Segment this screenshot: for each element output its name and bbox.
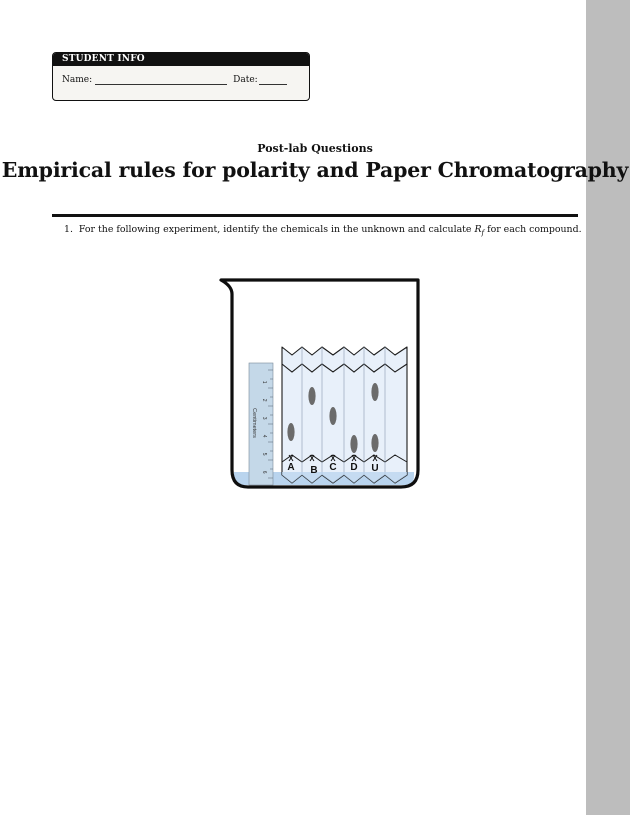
lane-label-d: D — [350, 462, 358, 473]
ruler-tick-label: 1 — [261, 380, 267, 384]
spot-b — [308, 387, 315, 405]
ruler-tick-label: 4 — [261, 434, 267, 438]
rf-symbol: R — [474, 224, 482, 235]
student-info-header: STUDENT INFO — [53, 53, 309, 66]
paper-body — [282, 347, 407, 483]
spot-d — [350, 435, 357, 453]
subtitle: Post-lab Questions — [257, 142, 373, 155]
ruler-tick-label: 3 — [261, 416, 267, 420]
spot-u-upper — [371, 383, 378, 401]
question-text-before: For the following experiment, identify the chemicals in the unknown and calculate — [78, 224, 472, 235]
rf-subscript: f — [481, 228, 485, 237]
ruler-tick-label: 2 — [261, 398, 267, 402]
ruler-tick-label: 6 — [261, 470, 267, 474]
page-title: Empirical rules for polarity and Paper Chromatography — [1, 158, 629, 182]
ruler-tick-label: 5 — [261, 452, 267, 456]
name-label: Name: — [62, 75, 93, 85]
ruler-label: Centimeters — [251, 408, 257, 438]
lane-label-u: U — [371, 463, 379, 474]
spot-u-lower — [371, 434, 378, 452]
spot-a — [287, 423, 294, 441]
chromatography-paper — [282, 347, 407, 483]
lane-label-b: B — [310, 465, 318, 476]
question-number: 1. — [64, 224, 73, 235]
date-label: Date: — [233, 75, 258, 85]
lane-label-a: A — [287, 462, 295, 473]
ruler — [249, 363, 273, 485]
spot-c — [329, 407, 336, 425]
lane-label-c: C — [329, 462, 337, 473]
question-text-after: for each compound. — [487, 224, 582, 235]
